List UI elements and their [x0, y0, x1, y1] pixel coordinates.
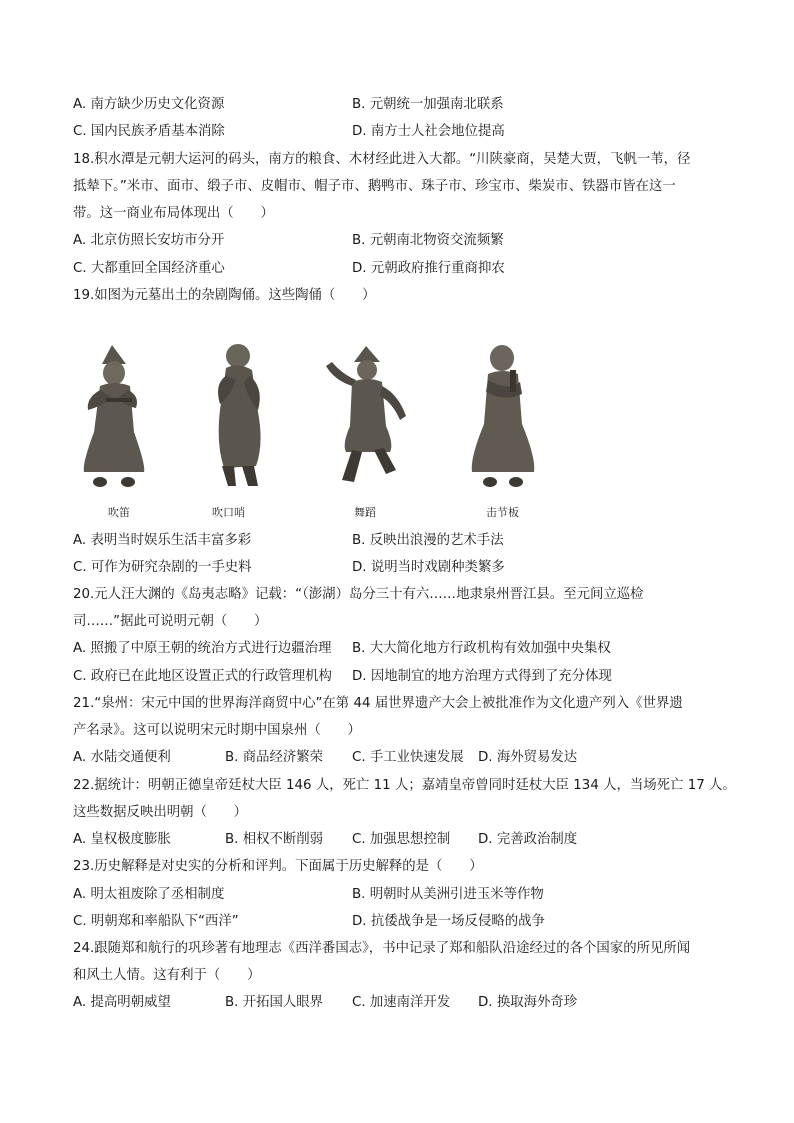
figurine-photo-row [66, 340, 566, 525]
q23-option-b: B. 明朝时从美洲引进玉米等作物 [352, 887, 544, 902]
q24-option-b: B. 开拓国人眼界 [225, 995, 324, 1010]
q18-stem-line-2: 抵辇下。”米市、面市、缎子市、皮帽市、帽子市、鹅鸭市、珠子市、珍宝市、柴炭市、铁器市皆在这一 [73, 179, 676, 194]
q20-option-b: B. 大大简化地方行政机构有效加强中央集权 [352, 641, 611, 656]
q23-option-d: D. 抗倭战争是一场反侵略的战争 [352, 914, 545, 929]
q21-option-b: B. 商品经济繁荣 [225, 750, 324, 765]
q19-stem: 19.如图为元墓出土的杂剧陶俑。这些陶俑（ ） [73, 288, 376, 303]
q18-option-d: D. 元朝政府推行重商抑农 [352, 261, 505, 276]
q21-option-d: D. 海外贸易发达 [478, 750, 578, 765]
q24-option-d: D. 换取海外奇珍 [478, 995, 578, 1010]
figurine-caption-4: 击节板 [486, 506, 519, 519]
figurine-caption-2: 吹口哨 [212, 506, 245, 519]
figurine-caption-3: 舞蹈 [354, 506, 376, 519]
q23-stem: 23.历史解释是对史实的分析和评判。下面属于历史解释的是（ ） [73, 859, 483, 874]
q24-option-a: A. 提高明朝威望 [73, 995, 171, 1010]
q20-stem-line-1: 20.元人汪大渊的《岛夷志略》记载：“（澎湖）岛分三十有六……地隶泉州晋江县。至元间立巡检 [73, 587, 644, 602]
figurine-whistler-icon [198, 340, 282, 490]
figurine-clapper-player-icon [464, 340, 546, 490]
q18-option-c: C. 大都重回全国经济重心 [73, 261, 225, 276]
q17-option-a: A. 南方缺少历史文化资源 [73, 97, 225, 112]
q20-option-c: C. 政府已在此地区设置正式的行政管理机构 [73, 669, 332, 684]
q18-stem-line-3: 带。这一商业布局体现出（ ） [73, 206, 274, 221]
q20-stem-line-2: 司……”据此可说明元朝（ ） [73, 614, 268, 629]
q22-option-b: B. 相权不断削弱 [225, 832, 324, 847]
q17-option-d: D. 南方士人社会地位提高 [352, 124, 505, 139]
q17-option-b: B. 元朝统一加强南北联系 [352, 97, 504, 112]
q22-option-d: D. 完善政治制度 [478, 832, 578, 847]
q18-option-a: A. 北京仿照长安坊市分开 [73, 233, 225, 248]
q21-option-c: C. 手工业快速发展 [352, 750, 464, 765]
q20-option-a: A. 照搬了中原王朝的统治方式进行边疆治理 [73, 641, 332, 656]
q24-option-c: C. 加速南洋开发 [352, 995, 451, 1010]
q18-stem-line-1: 18.积水潭是元朝大运河的码头，南方的粮食、木材经此进入大都。“川陕豪商，吴楚大贾，飞帆一苇，径 [73, 152, 691, 167]
q23-option-c: C. 明朝郑和率船队下“西洋” [73, 914, 239, 929]
q19-option-d: D. 说明当时戏剧种类繁多 [352, 560, 505, 575]
q22-option-a: A. 皇权极度膨胀 [73, 832, 171, 847]
q18-option-b: B. 元朝南北物资交流频繁 [352, 233, 504, 248]
q24-stem-line-2: 和风土人情。这有利于（ ） [73, 968, 261, 983]
q19-option-a: A. 表明当时娱乐生活丰富多彩 [73, 533, 252, 548]
q20-option-d: D. 因地制宜的地方治理方式得到了充分体现 [352, 669, 612, 684]
q21-stem-line-2: 产名录》。这可以说明宋元时期中国泉州（ ） [73, 723, 361, 738]
figurine-caption-1: 吹笛 [108, 506, 130, 519]
q22-stem-line-2: 这些数据反映出明朝（ ） [73, 805, 248, 820]
q23-option-a: A. 明太祖废除了丞相制度 [73, 887, 225, 902]
q24-stem-line-1: 24.跟随郑和航行的巩珍著有地理志《西洋番国志》，书中记录了郑和船队沿途经过的各个国家的所见所闻 [73, 941, 691, 956]
q21-option-a: A. 水陆交通便利 [73, 750, 171, 765]
q19-option-b: B. 反映出浪漫的艺术手法 [352, 533, 504, 548]
q22-option-c: C. 加强思想控制 [352, 832, 451, 847]
q19-option-c: C. 可作为研究杂剧的一手史料 [73, 560, 252, 575]
figurine-dancer-icon [320, 340, 416, 490]
q17-option-c: C. 国内民族矛盾基本消除 [73, 124, 225, 139]
q22-stem-line-1: 22.据统计：明朝正德皇帝廷杖大臣 146 人，死亡 11 人；嘉靖皇帝曾同时廷杖大臣 134 人，当场死亡 17 人。 [73, 778, 736, 793]
figurine-flute-player-icon [72, 340, 158, 490]
q21-stem-line-1: 21.“泉州：宋元中国的世界海洋商贸中心”在第 44 届世界遗产大会上被批准作为文化遗产列入《世界遗 [73, 696, 683, 711]
